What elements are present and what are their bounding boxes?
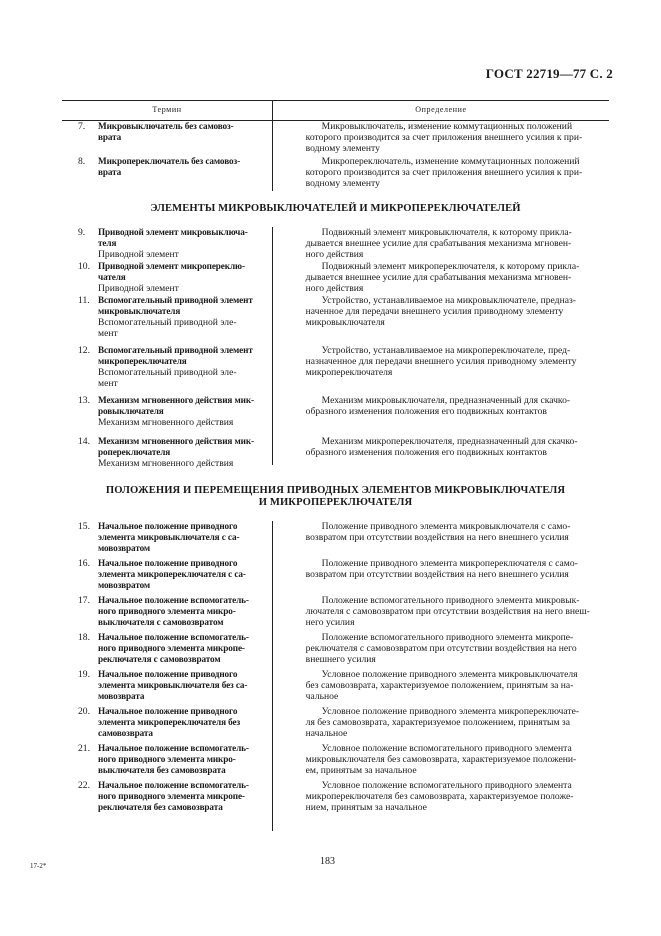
term-number: 10. [78, 261, 90, 272]
definition-line: чальное [305, 691, 339, 702]
definition-cell [295, 295, 609, 339]
column-divider [272, 121, 273, 191]
term-name-line: ного приводного элемента микро- [98, 606, 236, 616]
term-name-line: чателя [98, 272, 126, 282]
group-elements [62, 227, 609, 469]
definition-cell [295, 558, 609, 591]
group-general-terms [62, 121, 609, 189]
term-entry [62, 227, 609, 260]
definition-line: начальное [305, 728, 348, 739]
term-number: 12. [78, 345, 90, 356]
definition-line: Механизм микровыключателя, предназначенный для скачко- [321, 395, 571, 406]
definition-line: Условное положение вспомогательного приводного элемента [321, 780, 572, 791]
definition-line: микропереключателя без самовозврата, характеризуемое положе- [305, 791, 574, 802]
term-number: 18. [78, 632, 90, 643]
section-heading-line: ЭЛЕМЕНТЫ МИКРОВЫКЛЮЧАТЕЛЕЙ И МИКРОПЕРЕКЛЮЧАТЕЛЕЙ [150, 203, 521, 214]
term-name-line: Механизм мгновенного действия мик- [98, 436, 254, 446]
term-name [98, 121, 289, 143]
definition-cell [295, 156, 609, 189]
term-name-line: реключателя с самовозвратом [98, 654, 221, 664]
definition-line: Положение приводного элемента микропереключателя с само- [321, 558, 578, 569]
term-name-line: мовозврата [98, 691, 145, 701]
term-name-line: врата [98, 167, 122, 177]
definition-line: микропереключателя [305, 367, 393, 378]
term-entry [62, 345, 609, 389]
definition-line: Микропереключатель, изменение коммутационных положений [321, 156, 580, 167]
term-entry [62, 632, 609, 665]
term-name-line: самовозврата [98, 728, 153, 738]
definition-line: Положение вспомогательного приводного элемента микровык- [321, 595, 580, 606]
definition-line: возвратом при отсутствии воздействия на него внешнего усилия [305, 532, 569, 543]
definition-column-header: Определение [415, 105, 467, 114]
term-name-line: Вспомогательный приводной элемент [98, 345, 253, 355]
definition-line: Механизм микропереключателя, предназначенный для скачко- [321, 436, 578, 447]
definition-line: микровыключателя без самовозврата, характеризуемое положени- [305, 754, 577, 765]
term-cell [62, 558, 295, 591]
term-name-line: элемента микропереключателя с са- [98, 569, 246, 579]
definition-line: ем, принятым за начальное [305, 765, 417, 776]
term-name [98, 521, 289, 554]
definition-cell [295, 227, 609, 260]
definition-cell [295, 632, 609, 665]
term-name-line: мовозвратом [98, 580, 151, 590]
column-divider [272, 521, 273, 831]
sheet-mark: 17-2* [30, 862, 47, 870]
term-entry [62, 261, 609, 294]
term-number: 19. [78, 669, 90, 680]
definition-line: возвратом при отсутствии воздействия на него внешнего усилия [305, 569, 569, 580]
term-name-line: Начальное положение приводного [98, 706, 238, 716]
definition-line: Условное положение приводного элемента микропереключате- [321, 706, 580, 717]
term-cell [62, 436, 295, 469]
definition-line: Условное положение приводного элемента микровыключателя [321, 669, 578, 680]
definition-cell [295, 345, 609, 389]
definition-line: которого производится за счет приложения внешнего усилия к при- [305, 167, 583, 178]
definition-line: дывается внешнее усилие для срабатывания механизма мгновен- [305, 272, 572, 283]
definition-line: реключателя с самовозвратом при отсутствии воздействия на него [305, 643, 577, 654]
definition-cell [295, 521, 609, 554]
definition-line: Подвижный элемент микропереключателя, к которому прикла- [321, 261, 580, 272]
term-cell [62, 261, 295, 294]
term-name-line: выключателя без самовозврата [98, 765, 226, 775]
term-number: 17. [78, 595, 90, 606]
definition-line: него усилия [305, 617, 355, 628]
term-number: 21. [78, 743, 90, 754]
definition-cell [295, 743, 609, 776]
term-name-line: Микропереключатель без самовоз- [98, 156, 241, 166]
term-name-line: Приводной элемент микровыключа- [98, 227, 248, 237]
definition-line: ного действия [305, 283, 364, 294]
term-cell [62, 156, 295, 189]
term-name-line: врата [98, 132, 122, 142]
term-synonym: Механизм мгновенного действия [98, 417, 234, 428]
term-cell [62, 395, 295, 428]
term-number: 9. [78, 227, 86, 238]
term-synonym: мент [98, 328, 118, 339]
term-name [98, 345, 289, 367]
term-name [98, 156, 289, 178]
term-entry [62, 743, 609, 776]
term-name [98, 780, 289, 813]
section-heading [62, 485, 609, 509]
group-positions [62, 521, 609, 813]
term-synonym: Приводной элемент [98, 249, 179, 260]
term-entry [62, 521, 609, 554]
term-synonym: Приводной элемент [98, 283, 179, 294]
term-name [98, 261, 289, 283]
definition-line: внешнего усилия [305, 654, 376, 665]
term-name-line: ного приводного элемента микропе- [98, 791, 245, 801]
definition-line: Подвижный элемент микровыключателя, к которому прикла- [321, 227, 572, 238]
term-entry [62, 669, 609, 702]
term-number: 16. [78, 558, 90, 569]
term-entry [62, 780, 609, 813]
term-name [98, 227, 289, 249]
term-name-line: элемента микровыключателя с са- [98, 532, 240, 542]
term-name-line: теля [98, 238, 117, 248]
term-name-line: ного приводного элемента микро- [98, 754, 236, 764]
term-name-line: Начальное положение вспомогатель- [98, 743, 249, 753]
term-number: 8. [78, 156, 86, 167]
definition-line: Микровыключатель, изменение коммутационных положений [321, 121, 573, 132]
definition-cell [295, 706, 609, 739]
definition-line: ного действия [305, 249, 364, 260]
definition-cell [295, 395, 609, 428]
definition-line: образного изменения положения его подвижных контактов [305, 447, 547, 458]
term-name-line: Начальное положение вспомогатель- [98, 632, 249, 642]
term-number: 7. [78, 121, 86, 132]
definition-cell [295, 595, 609, 628]
term-name-line: микропереключателя [98, 356, 187, 366]
definition-line: нием, принятым за начальное [305, 802, 427, 813]
term-name [98, 558, 289, 591]
definition-cell [295, 121, 609, 154]
term-entry [62, 121, 609, 154]
column-divider [272, 227, 273, 465]
term-name-line: элемента микропереключателя без [98, 717, 241, 727]
definition-line: водному элементу [305, 178, 380, 189]
terms-table [62, 121, 609, 817]
section-heading [62, 203, 609, 215]
definition-line: без самовозврата, характеризуемое положением, принятым за на- [305, 680, 574, 691]
definition-line: лючателя с самовозвратом при отсутствии воздействия на него внеш- [305, 606, 590, 617]
term-name [98, 743, 289, 776]
term-entry [62, 156, 609, 189]
term-entry [62, 706, 609, 739]
definition-cell [295, 669, 609, 702]
term-name [98, 295, 289, 317]
term-cell [62, 121, 295, 154]
term-cell [62, 706, 295, 739]
term-cell [62, 595, 295, 628]
term-name-line: элемента микровыключателя без са- [98, 680, 248, 690]
definition-line: ля без самовозврата, характеризуемое положением, принятым за [305, 717, 570, 728]
term-synonym: мент [98, 378, 118, 389]
term-name-line: микровыключателя [98, 306, 181, 316]
term-name-line: ного приводного элемента микропе- [98, 643, 245, 653]
term-name [98, 669, 289, 702]
definition-line: Устройство, устанавливаемое на микропереключателе, пред- [321, 345, 571, 356]
term-name [98, 632, 289, 665]
definition-line: наченное для передачи внешнего усилия приводному элементу [305, 306, 564, 317]
term-cell [62, 295, 295, 339]
definition-line: назначенное для передачи внешнего усилия приводному элементу [305, 356, 577, 367]
term-cell [62, 227, 295, 260]
page-number: 183 [320, 856, 335, 867]
term-name-line: Начальное положение приводного [98, 558, 238, 568]
term-name-line: Начальное положение приводного [98, 669, 238, 679]
term-name-line: реключателя без самовозврата [98, 802, 223, 812]
definition-cell [295, 261, 609, 294]
definition-line: которого производится за счет приложения внешнего усилия к при- [305, 132, 583, 143]
definition-line: Положение вспомогательного приводного элемента микропе- [321, 632, 574, 643]
term-name-line: Начальное положение вспомогатель- [98, 595, 249, 605]
term-column-header: Термин [62, 101, 273, 120]
term-entry [62, 436, 609, 469]
term-number: 15. [78, 521, 90, 532]
term-cell [62, 780, 295, 813]
term-entry [62, 395, 609, 428]
term-synonym: Механизм мгновенного действия [98, 458, 234, 469]
term-name [98, 595, 289, 628]
term-cell [62, 743, 295, 776]
term-name-line: ровыключателя [98, 406, 164, 416]
term-cell [62, 632, 295, 665]
definition-line: Условное положение вспомогательного приводного элемента [321, 743, 572, 754]
term-entry [62, 558, 609, 591]
term-name-line: Вспомогательный приводной элемент [98, 295, 253, 305]
term-name-line: выключателя с самовозвратом [98, 617, 224, 627]
definition-line: образного изменения положения его подвижных контактов [305, 406, 547, 417]
term-name-line: Микровыключатель без самовоз- [98, 121, 234, 131]
term-cell [62, 345, 295, 389]
term-entry [62, 295, 609, 339]
term-synonym: Вспомогательный приводной эле- [98, 317, 237, 328]
term-cell [62, 521, 295, 554]
term-name [98, 706, 289, 739]
term-name [98, 436, 289, 458]
term-cell [62, 669, 295, 702]
term-synonym: Вспомогательный приводной эле- [98, 367, 237, 378]
section-heading-line: И МИКРОПЕРЕКЛЮЧАТЕЛЯ [258, 497, 413, 508]
definition-line: Устройство, устанавливаемое на микровыключателе, предназ- [321, 295, 576, 306]
term-entry [62, 595, 609, 628]
definition-cell [295, 780, 609, 813]
table-header [62, 100, 609, 121]
document-reference: ГОСТ 22719—77 С. 2 [485, 66, 613, 81]
term-name-line: Начальное положение вспомогатель- [98, 780, 249, 790]
term-number: 22. [78, 780, 90, 791]
term-name-line: мовозвратом [98, 543, 151, 553]
term-number: 20. [78, 706, 90, 717]
term-name-line: Начальное положение приводного [98, 521, 238, 531]
term-name-line: ропереключателя [98, 447, 171, 457]
term-number: 11. [78, 295, 90, 306]
definition-line: Положение приводного элемента микровыключателя с само- [321, 521, 571, 532]
section-heading-line: ПОЛОЖЕНИЯ И ПЕРЕМЕЩЕНИЯ ПРИВОДНЫХ ЭЛЕМЕНТОВ МИКРОВЫКЛЮЧАТЕЛЯ [105, 485, 566, 496]
definition-line: водному элементу [305, 143, 380, 154]
term-name-line: Приводной элемент микропереклю- [98, 261, 245, 271]
term-number: 13. [78, 395, 90, 406]
term-name-line: Механизм мгновенного действия мик- [98, 395, 254, 405]
term-name [98, 395, 289, 417]
definition-line: микровыключателя [305, 317, 385, 328]
term-number: 14. [78, 436, 90, 447]
definition-line: дывается внешнее усилие для срабатывания механизма мгновен- [305, 238, 572, 249]
definition-cell [295, 436, 609, 469]
